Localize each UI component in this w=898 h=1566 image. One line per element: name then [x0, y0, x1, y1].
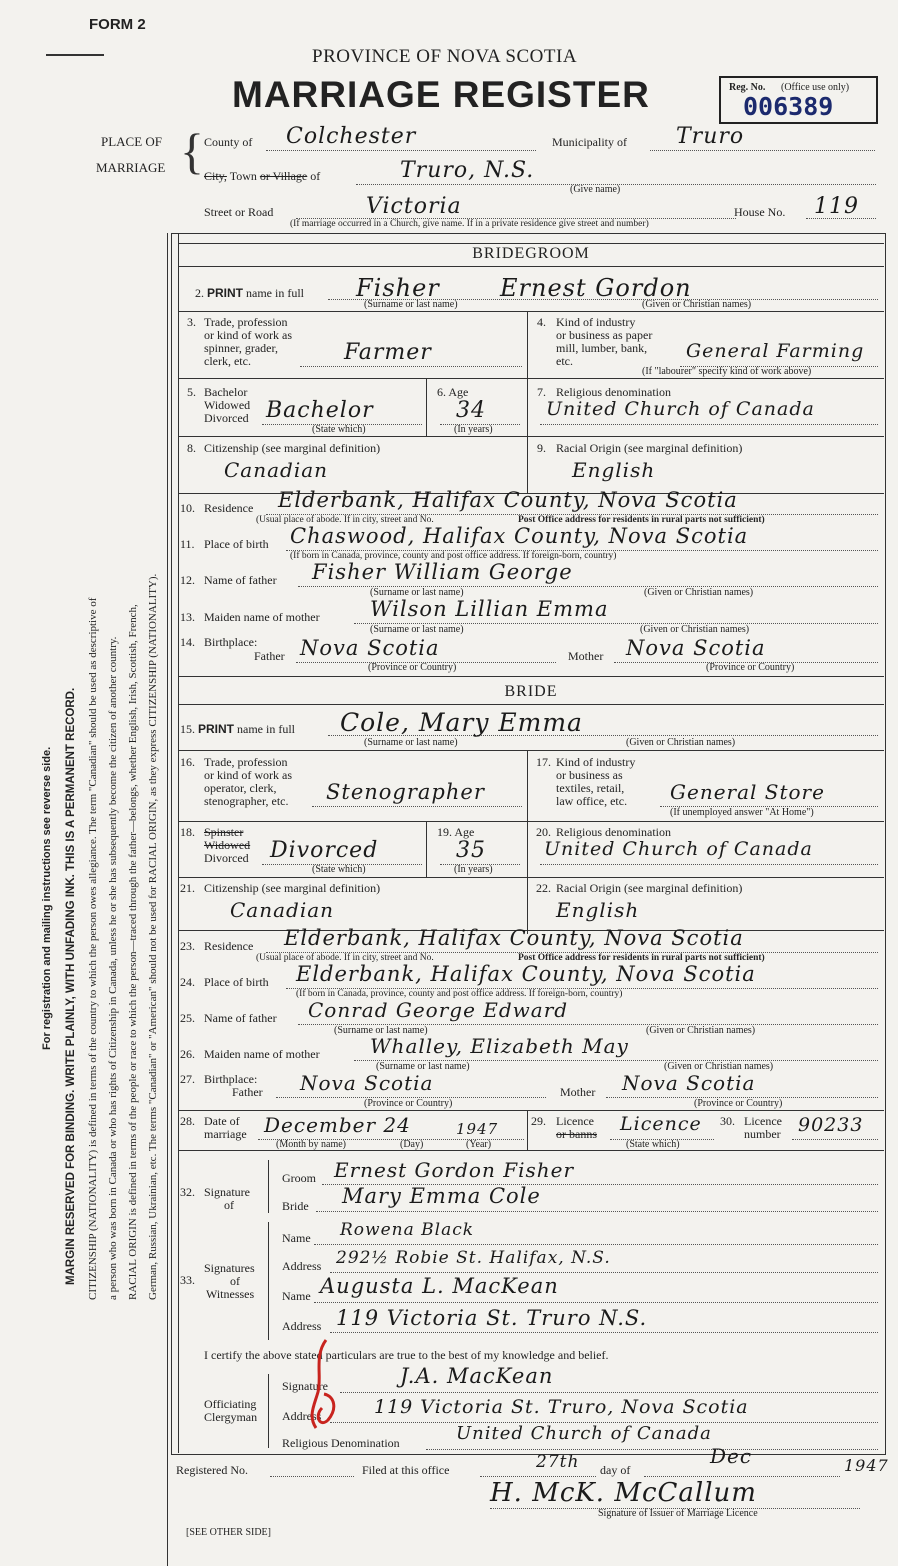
b-res-hint-b: Post Office address for residents in rural parts not sufficient)	[518, 953, 765, 963]
m-licence-hint: (State which)	[626, 1139, 680, 1150]
place-heading-1: PLACE OF	[101, 134, 163, 149]
give-name-hint: (Give name)	[570, 184, 621, 195]
g-birth-label: Place of birth	[204, 537, 269, 551]
reg-label: Reg. No.	[729, 82, 766, 93]
b-name: Cole, Mary Emma	[340, 708, 583, 737]
place-note: (If marriage occurred in a Church, give name. If in a private residence give street and number)	[290, 219, 649, 229]
s-w1-name-label: Name	[282, 1231, 311, 1245]
g-racial: English	[572, 458, 656, 482]
c-sig-label: Signature	[282, 1379, 328, 1393]
c-signature: J.A. MacKean	[400, 1364, 554, 1388]
g-num-13: 13.	[180, 610, 195, 624]
m-licno-l1: Licence	[744, 1114, 782, 1128]
s-w1-address: 292½ Robie St. Halifax, N.S.	[336, 1248, 611, 1268]
b-surname-hint: (Surname or last name)	[364, 737, 458, 748]
g-ind-l2: or business as paper	[556, 328, 653, 342]
m-year-hint: (Year)	[466, 1139, 492, 1150]
b-num-22: 22.	[536, 881, 551, 895]
b-print-rest: name in full	[237, 722, 295, 736]
s-num-32: 32.	[180, 1185, 195, 1199]
city-city: City,	[204, 169, 227, 183]
s-wit-l1: Signatures	[204, 1261, 255, 1275]
b-residence: Elderbank, Halifax County, Nova Scotia	[284, 926, 744, 950]
reg-number: 006389	[743, 92, 834, 121]
g-age-word: Age	[448, 385, 469, 399]
g-industry: General Farming	[686, 340, 865, 362]
b-religion: United Church of Canada	[544, 838, 813, 860]
g-mother-surname-hint: (Surname or last name)	[370, 624, 464, 635]
b-industry: General Store	[670, 780, 825, 804]
b-religion-label: Religious denomination	[556, 825, 671, 839]
b-print: PRINT	[198, 722, 234, 736]
b-citizenship: Canadian	[230, 898, 335, 922]
g-birthplace-label: Birthplace:	[204, 635, 258, 649]
b-ind-l4: law office, etc.	[556, 794, 628, 808]
g-num-6: 6.	[437, 385, 446, 399]
margin-line-2: MARGIN RESERVED FOR BINDING. WRITE PLAINLY, WITH UNFADING INK. THIS IS A PERMANENT RECORD.	[65, 687, 77, 1285]
b-trade-l1: Trade, profession	[204, 755, 288, 769]
g-birth-hint: (If born in Canada, province, county and post office address. If foreign-born, country)	[290, 551, 617, 561]
g-ind-l1: Kind of industry	[556, 315, 636, 329]
g-father-label: Name of father	[204, 573, 277, 587]
g-status-l2: Widowed	[204, 398, 251, 412]
b-trade: Stenographer	[326, 780, 485, 804]
m-licence-no: 90233	[798, 1114, 864, 1136]
g-religion-label: Religious denomination	[556, 385, 671, 399]
filed-year: 1947	[844, 1456, 889, 1475]
day-of-label: day of	[600, 1463, 631, 1477]
b-age: 35	[456, 838, 486, 863]
s-w2-name-label: Name	[282, 1289, 311, 1303]
municipality-label: Municipality of	[552, 135, 627, 149]
s-sig-l1: Signature	[204, 1185, 250, 1199]
see-other-side: [SEE OTHER SIDE]	[186, 1527, 271, 1538]
b-print-label	[180, 723, 295, 736]
g-trade-l2: or kind of work as	[204, 328, 292, 342]
g-num-7: 7.	[537, 385, 546, 399]
b-birth: Elderbank, Halifax County, Nova Scotia	[296, 962, 756, 986]
b-birth-label: Place of birth	[204, 975, 269, 989]
s-w1-name: Rowena Black	[340, 1220, 475, 1240]
b-mother-word: Mother	[560, 1085, 596, 1099]
m-date: December 24	[264, 1113, 411, 1137]
b-num-18: 18.	[180, 825, 195, 839]
issuer-label: Signature of Issuer of Marriage Licence	[598, 1508, 758, 1519]
margin-line-1: For registration and mailing instructions see reverse side.	[41, 746, 53, 1050]
b-num-20: 20.	[536, 825, 551, 839]
city-of: of	[310, 169, 321, 183]
g-ind-l4: etc.	[556, 354, 573, 368]
m-licence-label: Licence	[556, 1114, 594, 1128]
c-denomination: United Church of Canada	[456, 1423, 712, 1444]
g-racial-label: Racial Origin (see marginal definition)	[556, 441, 743, 455]
registered-label: Registered No.	[176, 1463, 248, 1477]
margin-line-6: German, Russian, Ukrainian, etc. The terms "Canadian" or "American" should not be used for RACIAL ORIGIN, as they express CITIZENSHIP (NATIONALITY).	[147, 573, 159, 1300]
pen-mark	[46, 54, 104, 60]
b-trade-l4: stenographer, etc.	[204, 794, 289, 808]
g-trade-l4: clerk, etc.	[204, 354, 251, 368]
bridegroom-heading: BRIDEGROOM	[472, 245, 590, 262]
c-address-label: Address	[282, 1409, 322, 1423]
b-num-27: 27.	[180, 1072, 195, 1086]
m-num-30: 30.	[720, 1114, 735, 1128]
c-l2: Clergyman	[204, 1410, 258, 1424]
b-num-23: 23.	[180, 939, 195, 953]
c-l1: Officiating	[204, 1397, 257, 1411]
b-age-word: Age	[454, 825, 475, 839]
g-ind-l3: mill, lumber, bank,	[556, 341, 648, 355]
b-num-26: 26.	[180, 1047, 195, 1061]
page-title: MARRIAGE REGISTER	[232, 74, 650, 115]
b-status: Divorced	[270, 838, 379, 863]
b-num-25: 25.	[180, 1011, 195, 1025]
b-mother: Whalley, Elizabeth May	[370, 1034, 629, 1058]
b-prov-hint-1: (Province or Country)	[364, 1098, 453, 1109]
s-num-33: 33.	[180, 1273, 195, 1287]
g-father-given-hint: (Given or Christian names)	[644, 587, 754, 598]
reg-number-box	[719, 76, 878, 124]
b-res-hint-a: (Usual place of abode. If in city, street and No.	[256, 953, 434, 963]
b-citizenship-label: Citizenship (see marginal definition)	[204, 881, 381, 895]
b-father-surname-hint: (Surname or last name)	[334, 1025, 428, 1036]
g-print: PRINT	[207, 286, 243, 300]
b-mother-label: Maiden name of mother	[204, 1047, 320, 1061]
g-age: 34	[456, 398, 486, 423]
filed-label: Filed at this office	[362, 1463, 450, 1477]
m-date-l1: Date of	[204, 1114, 240, 1128]
b-racial: English	[556, 898, 640, 922]
reg-note: (Office use only)	[781, 82, 850, 93]
municipality-value: Truro	[676, 124, 745, 149]
g-res-hint-b: Post Office address for residents in rural parts not sufficient)	[518, 515, 765, 525]
m-year: 1947	[456, 1120, 499, 1138]
house-value: 119	[814, 194, 859, 219]
s-groom-label: Groom	[282, 1171, 316, 1185]
filed-day: 27th	[536, 1452, 580, 1472]
city-village: or Village	[259, 169, 308, 183]
g-mother-label: Maiden name of mother	[204, 610, 320, 624]
b-racial-label: Racial Origin (see marginal definition)	[556, 881, 743, 895]
s-sig-l2: of	[224, 1198, 234, 1212]
s-w1-address-label: Address	[282, 1259, 322, 1273]
city-town: Town	[229, 169, 257, 183]
g-num-14: 14.	[180, 635, 195, 649]
city-label	[204, 170, 320, 183]
margin-line-4: a person who was born in Canada or who has rights of Citizenship in Canada, unless he or she has subsequently become the citizen of another country.	[107, 636, 119, 1300]
g-prov-hint-2: (Province or Country)	[706, 662, 795, 673]
certify-text: I certify the above stated particulars are true to the best of my knowledge and belief.	[204, 1348, 609, 1362]
g-status-l3: Divorced	[204, 411, 249, 425]
g-mother-word: Mother	[568, 649, 604, 663]
b-status-l3: Divorced	[204, 851, 249, 865]
m-num-29: 29.	[531, 1114, 546, 1128]
g-father: Fisher William George	[312, 560, 573, 584]
b-prov-hint-2: (Province or Country)	[694, 1098, 783, 1109]
b-status-l1: Spinster	[204, 825, 244, 839]
b-ind-l2: or business as	[556, 768, 623, 782]
g-given: Ernest Gordon	[500, 274, 692, 302]
brace: {	[180, 123, 204, 179]
g-residence: Elderbank, Halifax County, Nova Scotia	[278, 488, 738, 512]
s-wit-l2: of	[230, 1274, 240, 1288]
s-w2-name: Augusta L. MacKean	[320, 1274, 559, 1298]
b-trade-l2: or kind of work as	[204, 768, 292, 782]
s-groom: Ernest Gordon Fisher	[334, 1158, 575, 1182]
s-w2-address: 119 Victoria St. Truro N.S.	[336, 1306, 648, 1330]
b-status-l2: Widowed	[204, 838, 251, 852]
m-banns-label: or banns	[556, 1127, 597, 1141]
street-value: Victoria	[366, 194, 462, 219]
g-status-l1: Bachelor	[204, 385, 248, 399]
g-trade-l1: Trade, profession	[204, 315, 288, 329]
g-num-10: 10.	[180, 501, 195, 515]
b-trade-l3: operator, clerk,	[204, 781, 277, 795]
b-industry-hint: (If unemployed answer "At Home")	[670, 807, 814, 818]
g-father-birth: Nova Scotia	[300, 636, 440, 660]
g-birth: Chaswood, Halifax County, Nova Scotia	[290, 524, 749, 548]
b-mother-birth: Nova Scotia	[622, 1071, 756, 1095]
g-mother: Wilson Lillian Emma	[370, 597, 609, 621]
b-mother-given-hint: (Given or Christian names)	[664, 1061, 774, 1072]
s-bride-label: Bride	[282, 1199, 309, 1213]
g-given-hint: (Given or Christian names)	[642, 299, 752, 310]
b-father-word: Father	[232, 1085, 263, 1099]
b-ind-l1: Kind of industry	[556, 755, 636, 769]
m-date-hint: (Month by name)	[276, 1139, 346, 1150]
b-num-15: 15.	[180, 722, 195, 736]
g-residence-label: Residence	[204, 501, 254, 515]
s-w2-address-label: Address	[282, 1319, 322, 1333]
g-trade-l3: spinner, grader,	[204, 341, 279, 355]
g-religion: United Church of Canada	[546, 398, 815, 420]
red-check-mark	[304, 1336, 344, 1436]
b-age-hint: (In years)	[454, 864, 493, 875]
province-heading: PROVINCE OF NOVA SCOTIA	[312, 46, 578, 67]
g-age-hint: (In years)	[454, 424, 493, 435]
m-licno-l2: number	[744, 1127, 781, 1141]
c-denom-label: Religious Denomination	[282, 1436, 400, 1450]
g-father-word: Father	[254, 649, 285, 663]
b-num-21: 21.	[180, 881, 195, 895]
form-label: FORM 2	[89, 16, 146, 33]
county-label: County of	[204, 135, 253, 149]
m-num-28: 28.	[180, 1114, 195, 1128]
g-num-2: 2.	[195, 286, 204, 300]
g-print-label	[195, 287, 304, 300]
house-label: House No.	[734, 205, 786, 219]
g-num-8: 8.	[187, 441, 196, 455]
street-label: Street or Road	[204, 205, 274, 219]
g-num-3: 3.	[187, 315, 196, 329]
b-given-hint: (Given or Christian names)	[626, 737, 736, 748]
m-day-hint: (Day)	[400, 1139, 424, 1150]
county-value: Colchester	[286, 124, 417, 149]
margin-line-5: RACIAL ORIGIN is defined in terms of the people or race to which the person—traced through the father—belongs, whether English, Irish, Scottish, French,	[127, 604, 139, 1300]
m-licence: Licence	[620, 1113, 702, 1135]
g-industry-hint: (If "labourer" specify kind of work above)	[642, 366, 812, 377]
g-status: Bachelor	[266, 398, 374, 423]
g-mother-birth: Nova Scotia	[626, 636, 766, 660]
b-num-16: 16.	[180, 755, 195, 769]
g-state-which: (State which)	[312, 424, 366, 435]
bride-heading: BRIDE	[504, 683, 558, 700]
city-value: Truro, N.S.	[400, 158, 535, 183]
g-father-surname-hint: (Surname or last name)	[370, 587, 464, 598]
g-print-rest: name in full	[246, 286, 304, 300]
b-state-which: (State which)	[312, 864, 366, 875]
g-citizenship-label: Citizenship (see marginal definition)	[204, 441, 381, 455]
margin-line-3: CITIZENSHIP (NATIONALITY) is defined in terms of the country to which the person owes allegiance. The term "Canadian" should be used as descriptive of	[87, 597, 99, 1300]
b-residence-label: Residence	[204, 939, 254, 953]
b-birth-hint: (If born in Canada, province, county and post office address. If foreign-born, country)	[296, 989, 623, 999]
g-surname-hint: (Surname or last name)	[364, 299, 458, 310]
filed-month: Dec	[710, 1444, 753, 1468]
b-num-19: 19.	[437, 825, 452, 839]
g-trade: Farmer	[344, 340, 432, 365]
s-bride: Mary Emma Cole	[342, 1184, 541, 1208]
g-num-5: 5.	[187, 385, 196, 399]
b-father-given-hint: (Given or Christian names)	[646, 1025, 756, 1036]
b-mother-surname-hint: (Surname or last name)	[376, 1061, 470, 1072]
g-num-12: 12.	[180, 573, 195, 587]
g-num-9: 9.	[537, 441, 546, 455]
s-wit-l3: Witnesses	[206, 1287, 255, 1301]
b-father: Conrad George Edward	[308, 998, 569, 1022]
place-heading-2: MARRIAGE	[96, 160, 166, 175]
g-num-11: 11.	[180, 537, 195, 551]
g-num-4: 4.	[537, 315, 546, 329]
b-father-birth: Nova Scotia	[300, 1071, 434, 1095]
b-father-label: Name of father	[204, 1011, 277, 1025]
g-citizenship: Canadian	[224, 458, 329, 482]
b-num-24: 24.	[180, 975, 195, 989]
m-date-l2: marriage	[204, 1127, 247, 1141]
g-res-hint-a: (Usual place of abode. If in city, street and No.	[256, 515, 434, 525]
g-prov-hint-1: (Province or Country)	[368, 662, 457, 673]
g-surname: Fisher	[356, 274, 440, 302]
b-num-17: 17.	[536, 755, 551, 769]
c-address: 119 Victoria St. Truro, Nova Scotia	[374, 1396, 749, 1418]
g-mother-given-hint: (Given or Christian names)	[640, 624, 750, 635]
b-birthplace-label: Birthplace:	[204, 1072, 258, 1086]
issuer-signature: H. McK. McCallum	[490, 1478, 757, 1508]
b-ind-l3: textiles, retail,	[556, 781, 625, 795]
